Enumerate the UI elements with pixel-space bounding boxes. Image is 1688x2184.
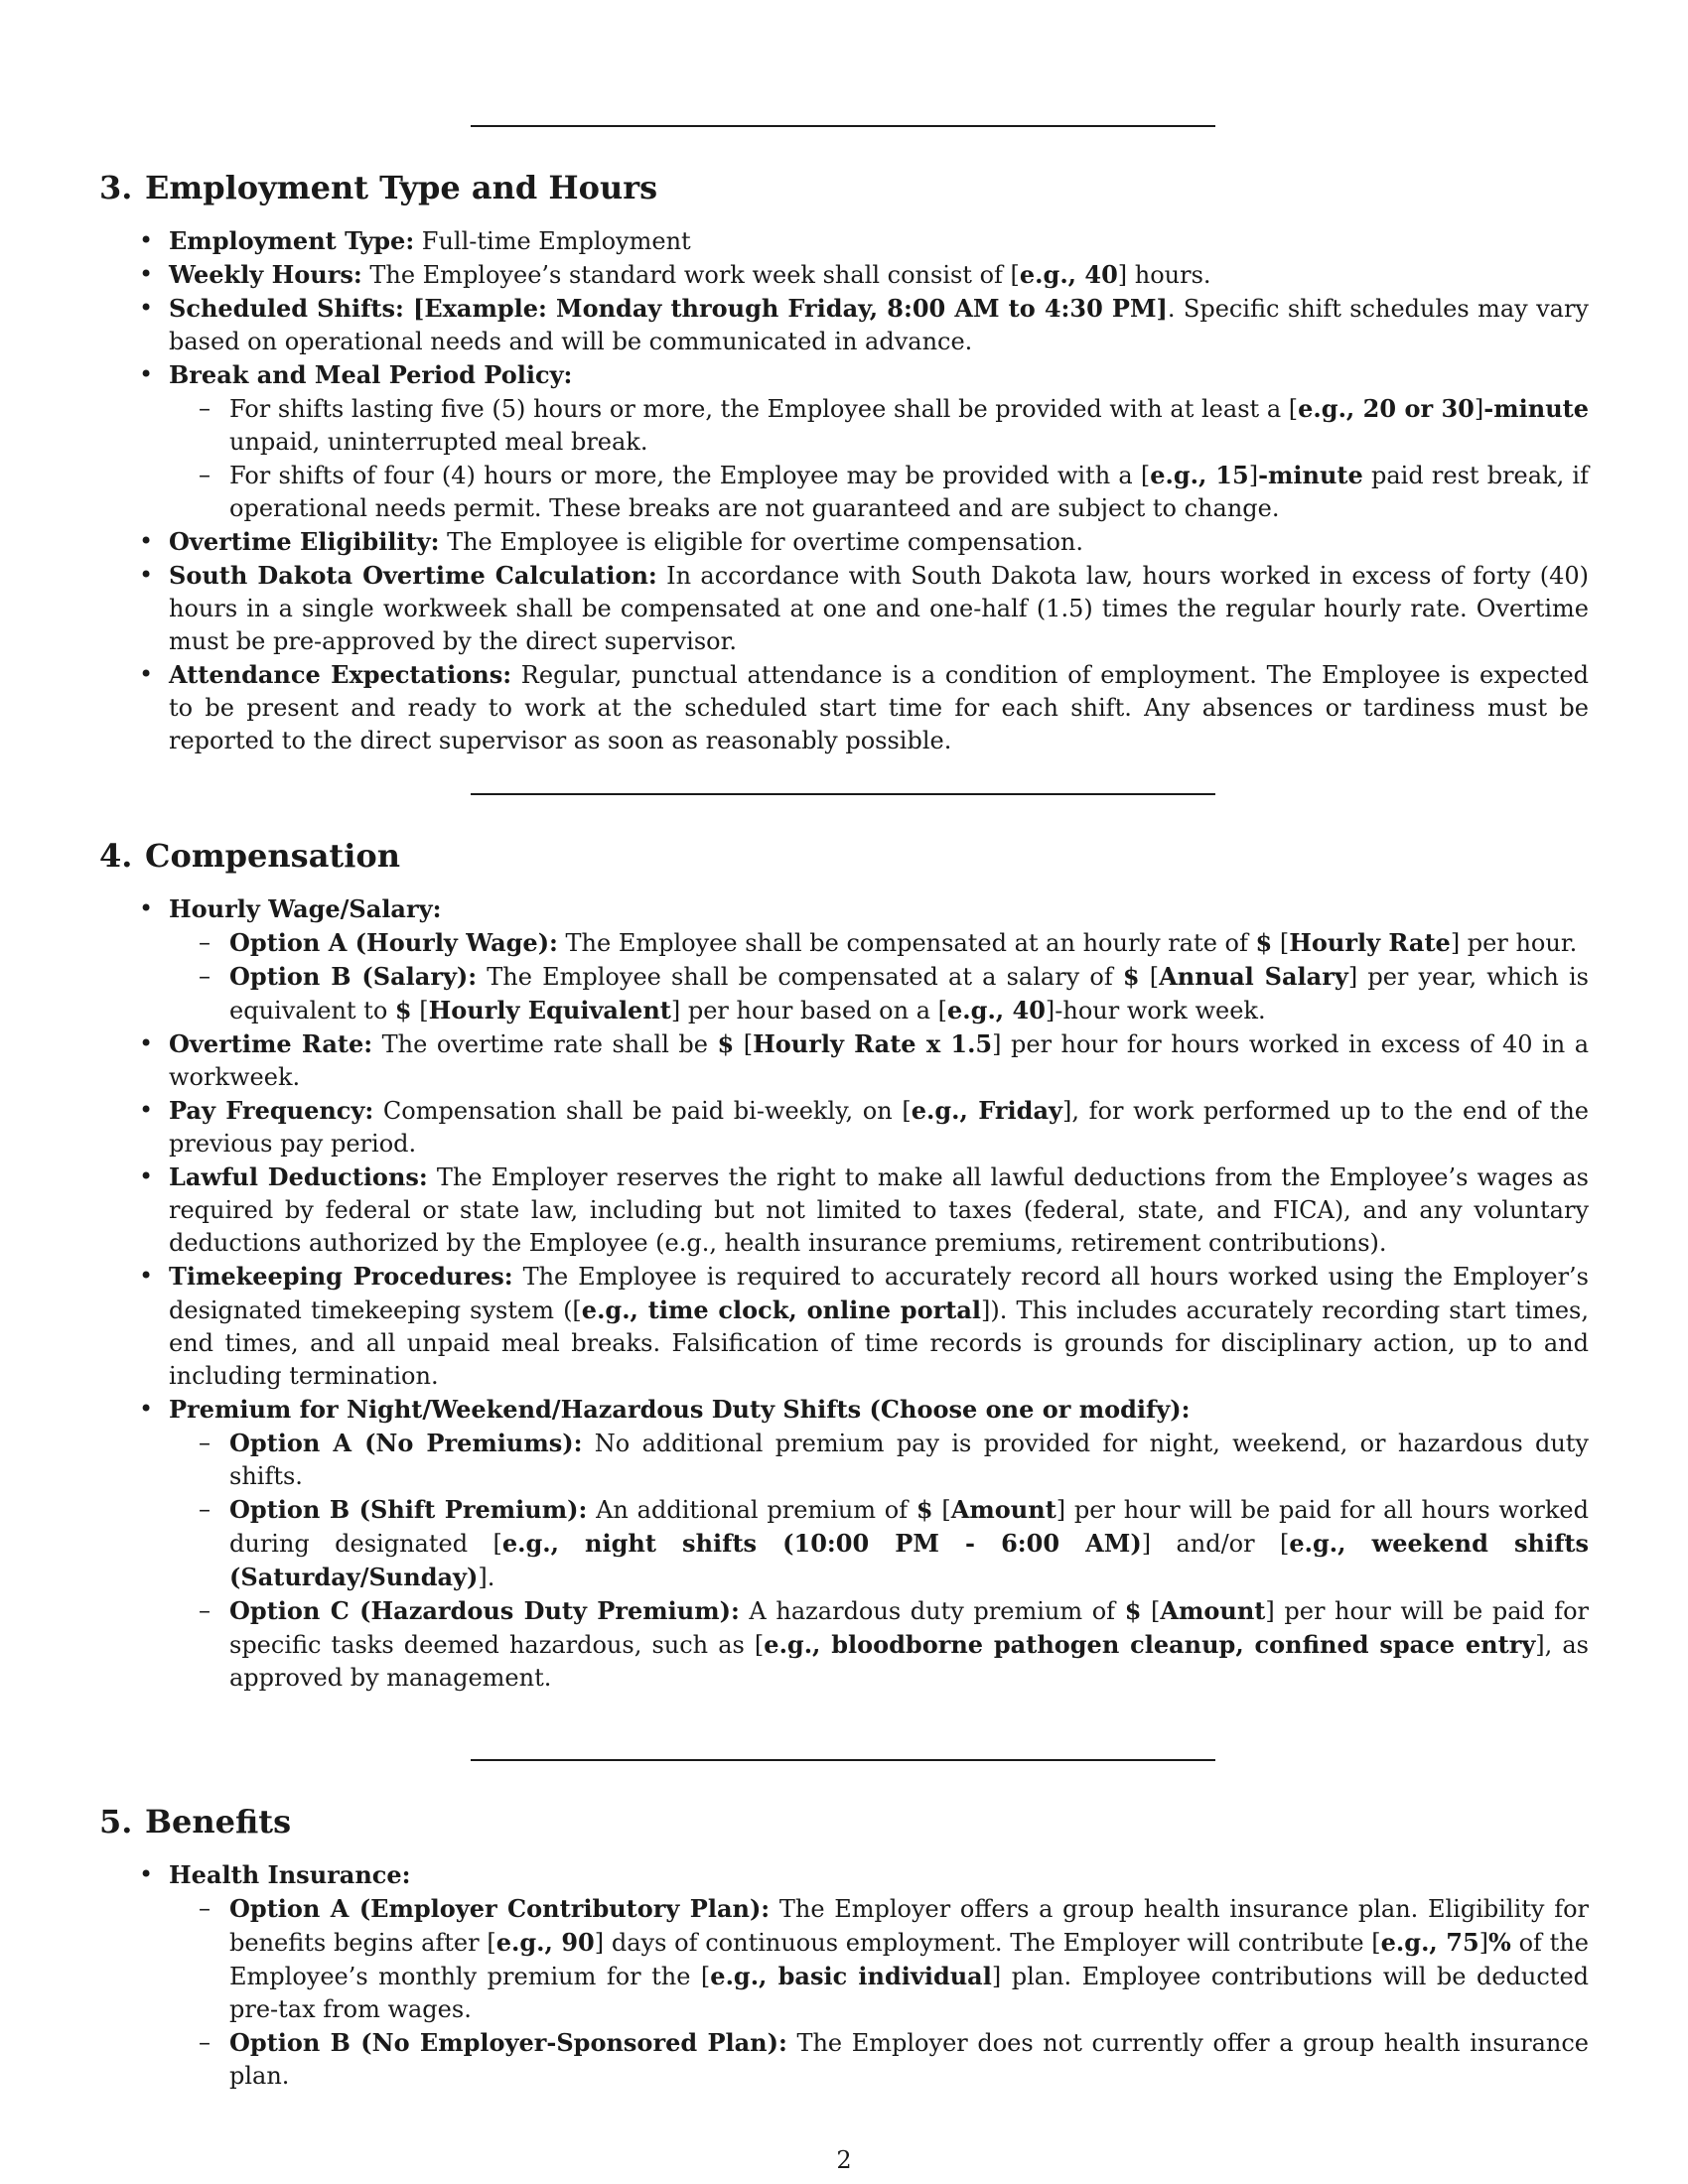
sub-item-option-c: – Option C (Hazardous Duty Premium): A hazardous duty premium of $ [Amount] per hour will be paid for specific tasks deemed hazardous, such as [e.g., bloodborne pathogen cleanup, confined space entry], as approved by management.: [199, 1596, 1589, 1693]
horizontal-rule: [471, 793, 1215, 795]
sub-item-option-a: – Option A (No Premiums): No additional premium pay is provided for night, weekend, or hazardous duty shifts.: [199, 1429, 1589, 1491]
list-item-deductions: • Lawful Deductions: The Employer reserves the right to make all lawful deductions from the Employee’s wages as required by federal or state law, including but not limited to taxes (federal, state, and FICA), and any voluntary deductions authorized by the Employee (e.g., health insurance premiums, retirement contributions).: [139, 1162, 1589, 1258]
section-heading: 3. Employment Type and Hours: [99, 169, 658, 206]
list-item-premium: • Premium for Night/Weekend/Hazardous Duty Shifts (Choose one or modify): – Option A (No Premiums): No additional premium pay is provided for night, weekend, or hazardous duty shifts. – Option B (Shift Premium): An additional premium of $ [Amount] per hour will be paid for all hours worked during designated [e.g., night shifts (10:00 PM - 6:00 AM)] and/or [e.g., weekend shifts (Saturday/Sunday)]. – Option C (Hazardous Duty Premium): A hazardous duty premium of $ [Amount] per hour will be paid for specific tasks deemed hazardous, such as [e.g., bloodborne pathogen cleanup, confined space entry], as approved by management.: [99, 1393, 1589, 1695]
sub-item-option-b: – Option B (Shift Premium): An additional premium of $ [Amount] per hour will be paid for all hours worked during designated [e.g., night shifts (10:00 PM - 6:00 AM)] and/or [e.g., weekend shifts (Saturday/Sunday)].: [199, 1495, 1590, 1592]
page-number: 2: [836, 2146, 852, 2174]
list-item-break-policy: • Break and Meal Period Policy: – For shifts lasting five (5) hours or more, the Employee shall be provided with at least a [e.g., 20 or 30]-minute unpaid, uninterrupted meal break. – For shifts of four (4) hours or more, the Employee may be provided with a [e.g., 15]-minute paid rest break, if operational needs permit. These breaks are not guaranteed and are subject to change.: [99, 358, 1589, 525]
sub-item-rest-break: – For shifts of four (4) hours or more, the Employee may be provided with a [e.g., 15]-minute paid rest break, if operational needs permit. These breaks are not guaranteed and are subject to change.: [199, 461, 1589, 523]
section-heading: 4. Compensation: [99, 837, 400, 875]
section-heading: 5. Benefits: [99, 1803, 292, 1841]
horizontal-rule: [471, 125, 1215, 127]
sub-item-option-a: – Option A (Employer Contributory Plan): The Employer offers a group health insurance plan. Eligibility for benefits begins after [e.g., 90] days of continuous employment. The Employer will contribute [e.g., 75]% of the Employee’s monthly premium for the [e.g., basic individual] plan. Employee contributions will be deducted pre-tax from wages.: [199, 1894, 1590, 2024]
list-item-pay-frequency: • Pay Frequency: Compensation shall be paid bi-weekly, on [e.g., Friday], for work performed up to the end of the previous pay period.: [139, 1096, 1589, 1159]
bullet-list: [99, 892, 1589, 1695]
list-item-health-insurance: • Health Insurance: – Option A (Employer Contributory Plan): The Employer offers a group health insurance plan. Eligibility for benefits begins after [e.g., 90] days of continuous employment. The Employer will contribute [e.g., 75]% of the Employee’s monthly premium for the [e.g., basic individual] plan. Employee contributions will be deducted pre-tax from wages. – Option B (No Employer-Sponsored Plan): The Employer does not currently offer a group health insurance plan.: [99, 1858, 1589, 2093]
bullet-list: [99, 224, 1589, 757]
section-employment-type: [99, 169, 1589, 757]
list-item-employment-type: • Employment Type: Full-time Employment: [139, 226, 691, 256]
list-item-timekeeping: • Timekeeping Procedures: The Employee is required to accurately record all hours worked using the Employer’s designated timekeeping system ([e.g., time clock, online portal]). This includes accurately recording start times, end times, and all unpaid meal breaks. Falsification of time records is grounds for disciplinary action, up to and including termination.: [139, 1262, 1589, 1391]
list-item-wage: • Hourly Wage/Salary: – Option A (Hourly Wage): The Employee shall be compensated at an hourly rate of $ [Hourly Rate] per hour. – Option B (Salary): The Employee shall be compensated at a salary of $ [Annual Salary] per year, which is equivalent to $ [Hourly Equivalent] per hour based on a [e.g., 40]-hour work week.: [99, 892, 1589, 1027]
sub-item-option-b: – Option B (Salary): The Employee shall be compensated at a salary of $ [Annual Salary] per year, which is equivalent to $ [Hourly Equivalent] per hour based on a [e.g., 40]-hour work week.: [199, 962, 1589, 1025]
section-compensation: [99, 837, 1589, 1695]
sub-item-meal-break: – For shifts lasting five (5) hours or more, the Employee shall be provided with at least a [e.g., 20 or 30]-minute unpaid, uninterrupted meal break.: [199, 394, 1589, 457]
list-item-weekly-hours: • Weekly Hours: The Employee’s standard work week shall consist of [e.g., 40] hours.: [139, 260, 1211, 290]
list-item-attendance: • Attendance Expectations: Regular, punctual attendance is a condition of employment. The Employee is expected to be present and ready to work at the scheduled start time for each shift. Any absences or tardiness must be reported to the direct supervisor as soon as reasonably possible.: [139, 660, 1590, 755]
list-item-overtime-rate: • Overtime Rate: The overtime rate shall be $ [Hourly Rate x 1.5] per hour for hours worked in excess of 40 in a workweek.: [139, 1029, 1590, 1092]
list-item-overtime-eligibility: • Overtime Eligibility: The Employee is eligible for overtime compensation.: [139, 527, 1083, 557]
horizontal-rule: [471, 1759, 1215, 1761]
sub-item-option-a: – Option A (Hourly Wage): The Employee shall be compensated at an hourly rate of $ [Hourly Rate] per hour.: [199, 928, 1578, 958]
list-item-sd-overtime: • South Dakota Overtime Calculation: In accordance with South Dakota law, hours worked in excess of forty (40) hours in a single workweek shall be compensated at one and one-half (1.5) times the regular hourly rate. Overtime must be pre-approved by the direct supervisor.: [139, 561, 1589, 656]
list-item-scheduled-shifts: • Scheduled Shifts: [Example: Monday through Friday, 8:00 AM to 4:30 PM]. Specific shift schedules may vary based on operational needs and will be communicated in advance.: [139, 294, 1589, 356]
sub-item-option-b: – Option B (No Employer-Sponsored Plan): The Employer does not currently offer a group health insurance plan.: [199, 2028, 1589, 2091]
section-benefits: [99, 1803, 1589, 2093]
bullet-list: [99, 1858, 1589, 2093]
